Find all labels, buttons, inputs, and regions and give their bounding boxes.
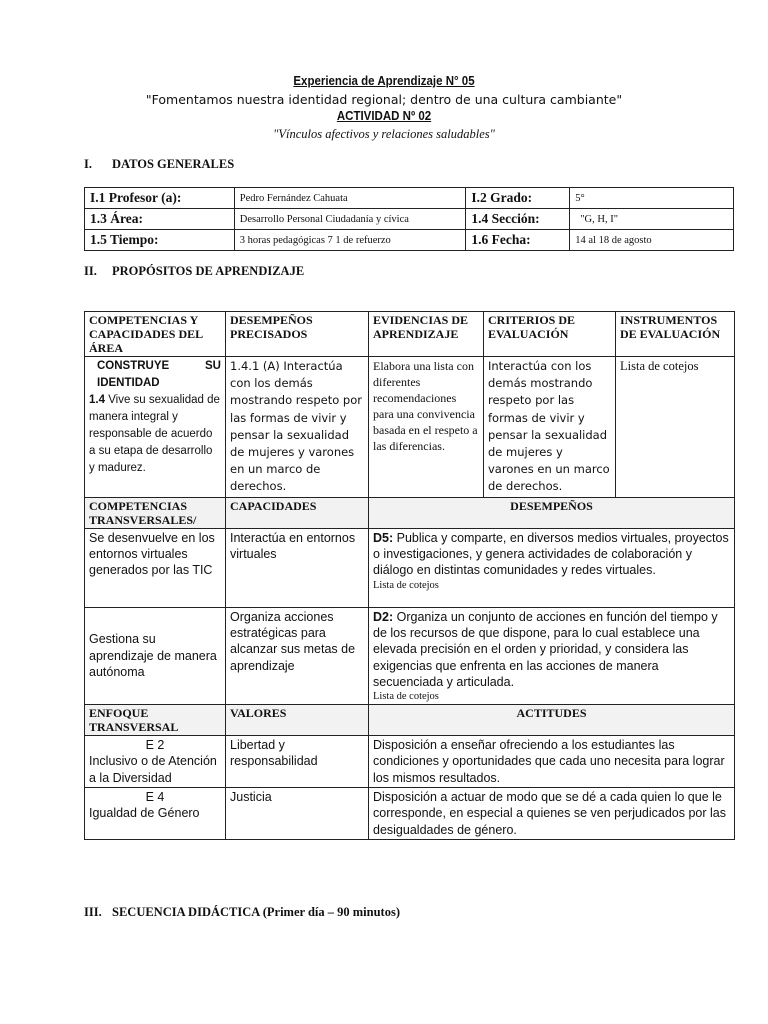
actitud-cell: Disposición a actuar de modo que se dé a cada quien lo que le corresponde, en especial a quienes se ven perjudicados por las desigualdades de género. — [369, 788, 735, 840]
value-cell: 14 al 18 de agosto — [570, 230, 734, 251]
criterio-cell: Interactúa con los demás mostrando respeto por las formas de vivir y pensar la sexualidad de mujeres y varones en un marco de derechos. — [484, 357, 616, 498]
header-capacidades: CAPACIDADES — [226, 497, 369, 528]
section-title: SECUENCIA DIDÁCTICA (Primer día – 90 minutos) — [112, 905, 400, 919]
competencia-cell — [85, 357, 226, 498]
header-desempenos: DESEMPEÑOS PRECISADOS — [226, 312, 369, 357]
section-number: II. — [84, 264, 97, 278]
header-competencias: COMPETENCIAS Y CAPACIDADES DEL ÁREA — [85, 312, 226, 357]
valor-cell: Libertad y responsabilidad — [226, 736, 369, 788]
capacidad-cell: Interactúa en entornos virtuales — [226, 528, 369, 607]
value-cell: 3 horas pedagógicas 7 1 de refuerzo — [234, 230, 466, 251]
table-row — [85, 528, 735, 607]
header-evidencias: EVIDENCIAS DE APRENDIZAJE — [369, 312, 484, 357]
valor-cell: Justicia — [226, 788, 369, 840]
section-heading-secuencia — [84, 905, 400, 920]
table-row — [85, 736, 735, 788]
table-row — [85, 230, 734, 251]
header-comp-transversales: COMPETENCIAS TRANSVERSALES/ — [85, 497, 226, 528]
label-cell: 1.4 Sección: — [466, 209, 570, 230]
competencia-name: CONSTRUYE SU — [97, 360, 221, 372]
label-cell: 1.3 Área: — [85, 209, 235, 230]
header-enfoque: ENFOQUE TRANSVERSAL — [85, 705, 226, 736]
table-header-row — [85, 312, 735, 357]
section-number: I. — [84, 157, 92, 171]
section-title: DATOS GENERALES — [112, 157, 235, 171]
enfoque-name: Igualdad de Género — [89, 806, 200, 821]
instrumento-note: Lista de cotejos — [373, 691, 439, 703]
desempeno-cell: 1.4.1 (A) Interactúa con los demás mostrando respeto por las formas de vivir y pensar la sexualidad de mujeres y varones en un marco de derechos. — [226, 357, 369, 498]
enfoque-code: E 4 — [145, 790, 165, 804]
section-heading-propositos — [84, 264, 304, 279]
table-row — [85, 209, 734, 230]
table-row — [85, 607, 735, 704]
enfoque-cell — [85, 788, 226, 840]
table-header-row — [85, 497, 735, 528]
header-actitudes: ACTITUDES — [369, 705, 735, 736]
label-cell: 1.5 Tiempo: — [85, 230, 235, 251]
header-criterios: CRITERIOS DE EVALUACIÓN — [484, 312, 616, 357]
enfoque-cell — [85, 736, 226, 788]
enfoque-name: Inclusivo o de Atención a la Diversidad — [89, 754, 217, 785]
table-row — [85, 357, 735, 498]
actitud-cell: Disposición a enseñar ofreciendo a los estudiantes las condiciones y oportunidades que cada uno necesita para lograr los mismos resultados. — [369, 736, 735, 788]
value-cell: 5° — [570, 188, 734, 209]
propositos-table — [84, 311, 735, 840]
section-title: PROPÓSITOS DE APRENDIZAJE — [112, 264, 305, 278]
capacidad-text: 1.4 Vive su sexualidad de manera integral y responsable de acuerdo a su etapa de desarrollo y madurez. — [89, 394, 220, 474]
activity-number: ACTIVIDAD Nº 02 — [336, 109, 432, 123]
value-cell: Pedro Fernández Cahuata — [234, 188, 466, 209]
instrumento-note: Lista de cotejos — [373, 579, 439, 591]
desempeno-cell: D5: Publica y comparte, en diversos medios virtuales, proyectos o investigaciones, y genera actividades de colaboración y diálogo en distintas comunidades y redes virtuales. Lista de cotejos — [369, 528, 735, 607]
label-cell: I.1 Profesor (a): — [85, 188, 235, 209]
header-desempenos-2: DESEMPEÑOS — [369, 497, 735, 528]
document-subtitle: "Fomentamos nuestra identidad regional; dentro de una cultura cambiante" — [145, 92, 623, 107]
header-instrumentos: INSTRUMENTOS DE EVALUACIÓN — [616, 312, 735, 357]
competencia-transversal-cell: Gestiona su aprendizaje de manera autónoma — [85, 607, 226, 704]
value-cell: "G, H, I" — [570, 209, 734, 230]
table-header-row — [85, 705, 735, 736]
label-cell: 1.6 Fecha: — [466, 230, 570, 251]
instrumento-cell: Lista de cotejos — [616, 357, 735, 498]
activity-title: "Vínculos afectivos y relaciones saludables" — [273, 127, 495, 141]
capacidad-cell: Organiza acciones estratégicas para alcanzar sus metas de aprendizaje — [226, 607, 369, 704]
competencia-name-2: IDENTIDAD — [97, 377, 160, 389]
competencia-transversal-cell: Se desenvuelve en los entornos virtuales generados por las TIC — [85, 528, 226, 607]
value-cell: Desarrollo Personal Ciudadanía y cívica — [234, 209, 466, 230]
datos-generales-table — [84, 187, 734, 251]
header-valores: VALORES — [226, 705, 369, 736]
desempeno-cell: D2: Organiza un conjunto de acciones en función del tiempo y de los recursos de que dispone, para lo cual establece una elevada precisión en el orden y prioridad, y considera las exigencias que enfrenta en las acciones de manera secuenciada y articulada. Lista de cotejos — [369, 607, 735, 704]
table-row — [85, 788, 735, 840]
section-number: III. — [84, 905, 102, 919]
table-row — [85, 188, 734, 209]
enfoque-code: E 2 — [145, 738, 165, 753]
document-title: Experiencia de Aprendizaje N° 05 — [293, 74, 475, 88]
evidencia-cell: Elabora una lista con diferentes recomendaciones para una convivencia basada en el respeto a las diferencias. — [369, 357, 484, 498]
section-heading-datos — [84, 157, 234, 172]
label-cell: I.2 Grado: — [466, 188, 570, 209]
